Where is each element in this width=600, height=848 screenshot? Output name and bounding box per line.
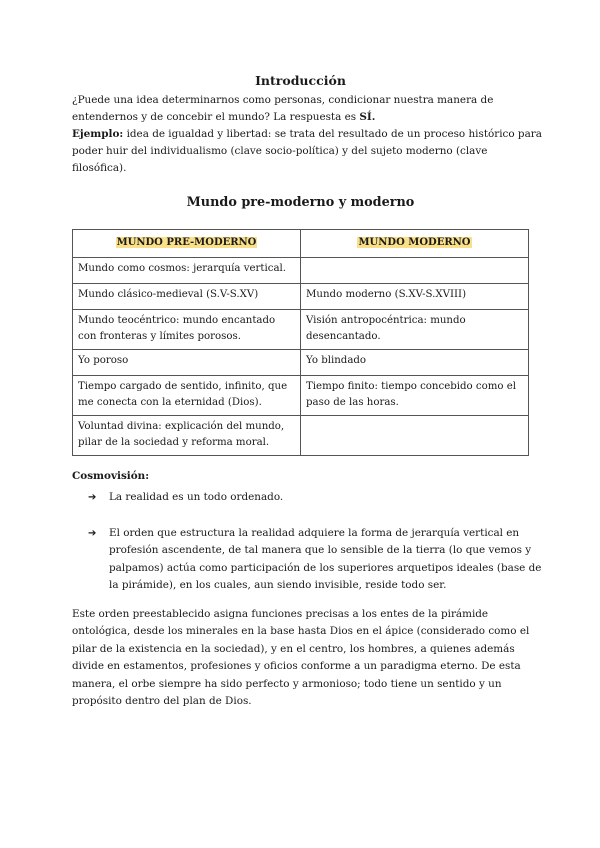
list-item: ➔ El orden que estructura la realidad adquiere la forma de jerarquía vertical en profesión ascendente, de tal manera que lo sensible de la tierra (lo que vemos y palpamos) actúa como participación de los superiores arquetipos ideales (base de la pirámide), en los cuales, aun siendo invisible, reside todo ser. bbox=[88, 526, 542, 591]
table-row bbox=[73, 258, 529, 284]
intro-text bbox=[72, 92, 542, 177]
table-cell bbox=[301, 258, 529, 284]
list-item: ➔ La realidad es un todo ordenado. bbox=[72, 489, 542, 507]
table-cell bbox=[301, 416, 529, 456]
table-cell: Voluntad divina: explicación del mundo, pilar de la sociedad y reforma moral. bbox=[73, 416, 301, 456]
table-cell: Yo blindado bbox=[301, 350, 529, 376]
cosmovision-heading: Cosmovisión: bbox=[72, 470, 150, 482]
table-row bbox=[73, 376, 529, 416]
section-title: Mundo pre-moderno y moderno bbox=[186, 195, 415, 210]
table-row bbox=[73, 284, 529, 310]
intro-question: ¿Puede una idea determinarnos como personas, condicionar nuestra manera de entendernos y de concebir el mundo? La respuesta es bbox=[72, 94, 494, 123]
table-header-row bbox=[73, 230, 529, 258]
table-cell: Tiempo cargado de sentido, infinito, que me conecta con la eternidad (Dios). bbox=[73, 376, 301, 416]
table-row bbox=[73, 310, 529, 350]
intro-answer: SÍ. bbox=[359, 111, 376, 123]
cosmovision-paragraph: Este orden preestablecido asigna funciones precisas a los entes de la pirámide ontológica, desde los minerales en la base hasta Dios en el ápice (considerado como el pilar de la existencia en la sociedad), y en el centro, los hombres, a quienes además divide en estamentos, profesiones y oficios conforme a un paradigma eterno. De esta manera, el orbe siempre ha sido perfecto y armonioso; todo tiene un sentido y un propósito dentro del plan de Dios. bbox=[72, 608, 530, 708]
table-cell: Mundo como cosmos: jerarquía vertical. bbox=[73, 258, 301, 284]
table-cell: Tiempo finito: tiempo concebido como el paso de las horas. bbox=[301, 376, 529, 416]
table-cell: Mundo moderno (S.XV-S.XVIII) bbox=[301, 284, 529, 310]
table-cell: Yo poroso bbox=[73, 350, 301, 376]
table-cell: Mundo teocéntrico: mundo encantado con fronteras y límites porosos. bbox=[73, 310, 301, 350]
arrow-bullet-icon: ➔ bbox=[88, 492, 97, 503]
header-moderno: MUNDO MODERNO bbox=[301, 230, 529, 258]
table-cell: Visión antropocéntrica: mundo desencantado. bbox=[301, 310, 529, 350]
intro-title: Introducción bbox=[255, 73, 346, 88]
example-label: Ejemplo: bbox=[72, 128, 124, 140]
cosmovision-list bbox=[72, 489, 542, 613]
example-text: idea de igualdad y libertad: se trata del resultado de un proceso histórico para poder huir del individualismo (clave socio-política) y del sujeto moderno (clave filosófica). bbox=[72, 128, 542, 174]
arrow-bullet-icon: ➔ bbox=[88, 527, 97, 539]
header-premoderno: MUNDO PRE-MODERNO bbox=[73, 230, 301, 258]
comparison-table bbox=[72, 229, 529, 456]
table-row bbox=[73, 350, 529, 376]
table-row bbox=[73, 416, 529, 456]
table-cell: Mundo clásico-medieval (S.V-S.XV) bbox=[73, 284, 301, 310]
